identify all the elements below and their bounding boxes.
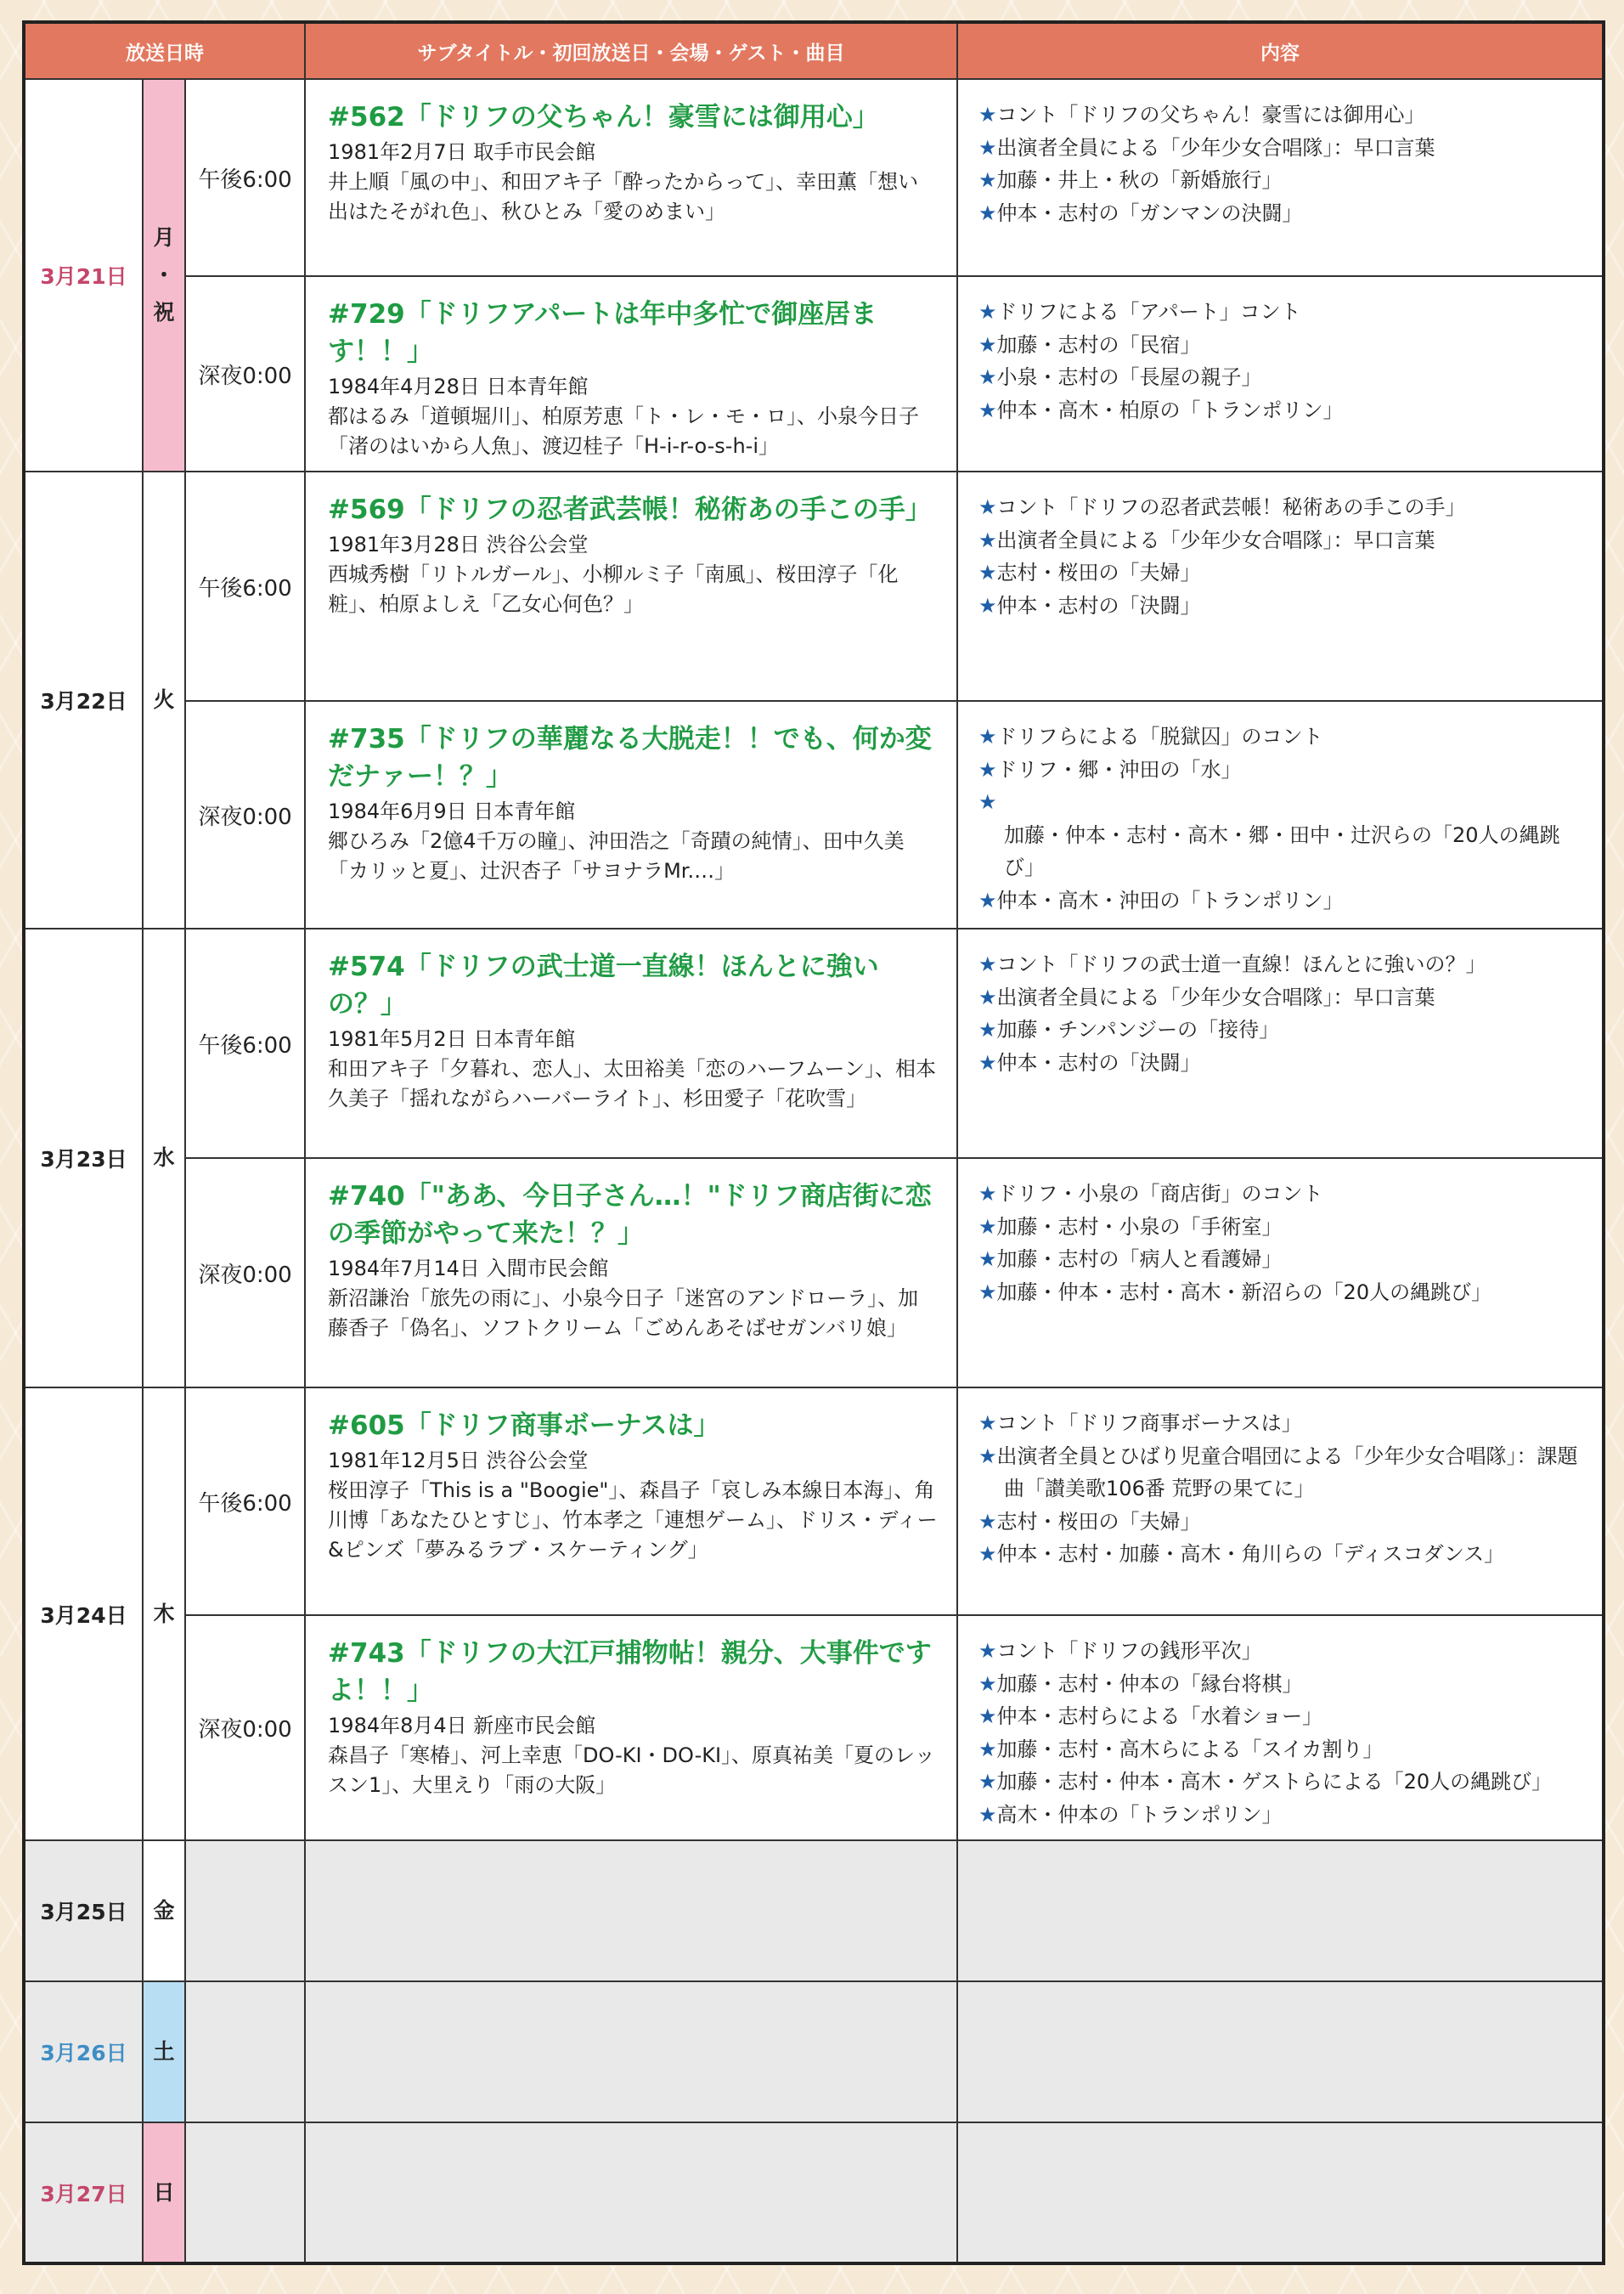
content-item [978,1766,1588,1799]
content-text: コント「ドリフ商事ボーナスは」 [996,1411,1302,1435]
star-icon: ★ [978,1542,997,1566]
star-icon: ★ [978,790,997,814]
subtitle-cell [305,472,957,701]
episode-title: #735「ドリフの華麗なる大脱走！！でも、何か変だナァー！？」 [328,724,932,792]
star-icon: ★ [978,1770,997,1794]
subtitle-cell [305,1615,957,1840]
star-icon: ★ [978,1737,997,1761]
empty-time-cell [185,1840,305,1981]
content-item [978,99,1588,132]
content-text: 仲本・志村らによる「水着ショー」 [996,1704,1323,1728]
star-icon: ★ [978,398,997,422]
content-text: 志村・桜田の「夫婦」 [996,561,1201,585]
content-item [978,1178,1588,1211]
subtitle-cell [305,79,957,276]
subtitle-cell [305,276,957,472]
episode-guests: 和田アキ子「夕暮れ、恋人」、太田裕美「恋のハーフムーン」、相本久美子「揺れながらハーバーライト」、杉田愛子「花吹雪」 [328,1057,936,1110]
empty-time-cell [185,1981,305,2122]
weekday-cell: 土 [143,1981,185,2122]
empty-content-cell [957,1840,1604,1981]
star-icon: ★ [978,1214,997,1239]
content-text: 出演者全員による「少年少女合唱隊」：早口言葉 [996,135,1435,160]
content-text: コント「ドリフの忍者武芸帳！秘術あの手この手」 [996,495,1466,519]
star-icon: ★ [978,888,997,913]
empty-subtitle-cell [305,2122,957,2263]
episode-airdate: 1984年7月14日 入間市民会館 [328,1257,609,1280]
date-cell: 3月22日 [24,472,143,929]
episode-guests: 新沼謙治「旅先の雨に」、小泉今日子「迷宮のアンドローラ」、加藤香子「偽名」、ソフトクリーム「ごめんあそばせガンバリ娘」 [328,1286,919,1340]
schedule-row [24,472,1604,701]
episode-title: #729「ドリフアパートは年中多忙で御座居ます！！」 [328,299,877,367]
content-text: 加藤・志村・仲本・高木・ゲストらによる「20人の縄跳び」 [996,1770,1553,1794]
star-icon: ★ [978,985,997,1009]
weekday-cell: 日 [143,2122,185,2263]
content-text: 加藤・仲本・志村・高木・郷・田中・辻沢らの「20人の縄跳び」 [1004,822,1560,879]
time-cell: 午後6:00 [185,472,305,701]
empty-subtitle-cell [305,1840,957,1981]
content-item [978,720,1588,754]
episode-airdate: 1981年5月2日 日本青年館 [328,1027,576,1051]
schedule-row [24,79,1604,276]
weekday-label: 木 [153,1601,175,1626]
time-cell: 午後6:00 [185,929,305,1158]
content-cell [957,1158,1604,1387]
star-icon: ★ [978,332,997,357]
weekday-cell [143,1387,185,1840]
empty-day-row [24,1981,1604,2122]
star-icon: ★ [978,528,997,552]
content-item [978,1700,1588,1733]
content-text: ドリフらによる「脱獄囚」のコント [996,725,1323,749]
schedule-row [24,276,1604,472]
content-text: 仲本・志村の「決闘」 [996,593,1201,618]
episode-guests: 西城秀樹「リトルガール」、小柳ルミ子「南風」、桜田淳子「化粧」、柏原よしえ「乙女心何色？」 [328,562,899,616]
content-text: 加藤・志村・仲本の「縁台将棋」 [996,1671,1303,1696]
content-item [978,1211,1588,1244]
episode-airdate: 1984年8月4日 新座市民会館 [328,1714,596,1737]
weekday-cell [143,472,185,929]
star-icon: ★ [978,1671,997,1696]
time-cell: 深夜0:00 [185,1615,305,1840]
schedule-row [24,1158,1604,1387]
content-text: 加藤・志村・高木らによる「スイカ割り」 [996,1737,1384,1761]
content-text: 加藤・志村の「民宿」 [996,332,1201,357]
star-icon: ★ [978,168,997,192]
content-item [978,1733,1588,1766]
star-icon: ★ [978,593,997,618]
star-icon: ★ [978,1018,997,1042]
subtitle-cell [305,1387,957,1615]
star-icon: ★ [978,1411,997,1435]
episode-title: #605「ドリフ商事ボーナスは」 [328,1410,720,1441]
content-item [978,884,1588,918]
episode-title: #569「ドリフの忍者武芸帳！秘術あの手この手」 [328,494,932,525]
content-text: 仲本・志村の「決闘」 [996,1050,1201,1075]
content-text: 出演者全員による「少年少女合唱隊」：早口言葉 [996,985,1435,1009]
episode-title: #574「ドリフの武士道一直線！ほんとに強いの？」 [328,952,879,1020]
empty-day-row [24,2122,1604,2263]
date-cell: 3月26日 [24,1981,143,2122]
content-item [978,1506,1588,1539]
content-text: ドリフ・郷・沖田の「水」 [996,757,1242,782]
episode-guests: 井上順「風の中」、和田アキ子「酔ったからって」、幸田薫「想い出はたそがれ色」、秋ひとみ「愛のめまい」 [328,170,919,223]
content-item [978,590,1588,623]
empty-subtitle-cell [305,1981,957,2122]
content-item [978,1243,1588,1276]
star-icon: ★ [978,495,997,519]
episode-airdate: 1981年3月28日 渋谷公会堂 [328,533,589,557]
weekday-cell [143,79,185,472]
episode-guests: 桜田淳子「This is a "Boogie"」、森昌子「哀しみ本線日本海」、角川博「あなたひとすじ」、竹本孝之「連想ゲーム」、ドリス・ディー&ピンズ「夢みるラブ・スケーティング」 [328,1478,938,1562]
content-text: 加藤・志村の「病人と看護婦」 [996,1247,1283,1271]
content-item [978,786,1588,884]
content-text: 加藤・志村・小泉の「手術室」 [996,1214,1283,1239]
date-cell: 3月21日 [24,79,143,472]
star-icon: ★ [978,757,997,782]
content-item [978,164,1588,197]
time-cell: 深夜0:00 [185,701,305,929]
schedule-row [24,701,1604,929]
episode-title: #562「ドリフの父ちゃん！豪雪には御用心」 [328,102,879,133]
content-item [978,394,1588,427]
header-broadcast-time: 放送日時 [24,22,305,79]
date-cell: 3月23日 [24,929,143,1387]
content-text: ドリフによる「アパート」コント [996,300,1301,324]
content-text: 仲本・志村の「ガンマンの決闘」 [996,201,1303,225]
content-item [978,1538,1588,1571]
star-icon: ★ [978,1247,997,1271]
star-icon: ★ [978,1444,997,1468]
weekday-label: 水 [153,1145,175,1170]
date-cell: 3月24日 [24,1387,143,1840]
content-text: コント「ドリフの武士道一直線！ほんとに強いの？」 [996,952,1486,976]
weekday-label: 火 [153,687,175,712]
content-text: ドリフ・小泉の「商店街」のコント [996,1182,1323,1206]
episode-guests: 郷ひろみ「2億4千万の瞳」、沖田浩之「奇蹟の純情」、田中久美「カリッと夏」、辻沢杏子「サヨナラMr.…」 [328,829,905,883]
content-text: 加藤・チンパンジーの「接待」 [996,1018,1280,1042]
header-content: 内容 [957,22,1604,79]
time-cell: 午後6:00 [185,79,305,276]
weekday-cell: 金 [143,1840,185,1981]
star-icon: ★ [978,725,997,749]
star-icon: ★ [978,1280,997,1304]
time-cell: 午後6:00 [185,1387,305,1615]
star-icon: ★ [978,103,997,127]
content-item [978,361,1588,394]
star-icon: ★ [978,1509,997,1534]
content-cell [957,79,1604,276]
content-text: 志村・桜田の「夫婦」 [996,1509,1201,1534]
episode-airdate: 1984年6月9日 日本青年館 [328,800,576,823]
content-text: 加藤・仲本・志村・高木・新沼らの「20人の縄跳び」 [996,1280,1492,1304]
table-header-row [24,22,1604,79]
content-item [978,754,1588,787]
star-icon: ★ [978,561,997,585]
content-item [978,1407,1588,1440]
content-text: コント「ドリフの銭形平次」 [996,1639,1262,1663]
episode-title: #743「ドリフの大江戸捕物帖！親分、大事件ですよ！！」 [328,1638,932,1706]
subtitle-cell [305,1158,957,1387]
content-text: 出演者全員による「少年少女合唱隊」：早口言葉 [996,528,1435,552]
content-item [978,1799,1588,1832]
subtitle-cell [305,929,957,1158]
star-icon: ★ [978,1639,997,1663]
episode-guests: 森昌子「寒椿」、河上幸恵「DO-KI・DO-KI」、原真祐美「夏のレッスン1」、大里えり「雨の大阪」 [328,1743,935,1797]
star-icon: ★ [978,1182,997,1206]
content-item [978,197,1588,230]
content-item [978,491,1588,524]
content-item [978,524,1588,557]
episode-airdate: 1984年4月28日 日本青年館 [328,375,589,398]
episode-title: #740「"ああ、今日子さん…！"ドリフ商店街に恋の季節がやって来た！？」 [328,1181,932,1249]
time-cell: 深夜0:00 [185,1158,305,1387]
content-item [978,1276,1588,1309]
content-item [978,296,1588,329]
content-cell [957,1615,1604,1840]
content-item [978,1668,1588,1701]
weekday-cell [143,929,185,1387]
content-cell [957,1387,1604,1615]
content-cell [957,929,1604,1158]
content-item [978,1014,1588,1047]
empty-time-cell [185,2122,305,2263]
episode-airdate: 1981年2月7日 取手市民会館 [328,140,596,164]
star-icon: ★ [978,1704,997,1728]
star-icon: ★ [978,201,997,225]
content-text: コント「ドリフの父ちゃん！豪雪には御用心」 [996,103,1425,127]
content-cell [957,276,1604,472]
date-cell: 3月25日 [24,1840,143,1981]
content-item [978,132,1588,165]
content-item [978,948,1588,981]
star-icon: ★ [978,1802,997,1827]
episode-airdate: 1981年12月5日 渋谷公会堂 [328,1449,589,1472]
empty-day-row [24,1840,1604,1981]
schedule-row [24,1615,1604,1840]
star-icon: ★ [978,135,997,160]
date-cell: 3月27日 [24,2122,143,2263]
content-item [978,1635,1588,1668]
schedule-table [22,20,1605,2265]
content-cell [957,472,1604,701]
star-icon: ★ [978,365,997,389]
schedule-row [24,929,1604,1158]
star-icon: ★ [978,952,997,976]
schedule-row [24,1387,1604,1615]
content-item [978,1440,1588,1506]
content-text: 加藤・井上・秋の「新婚旅行」 [996,168,1283,192]
content-cell [957,701,1604,929]
star-icon: ★ [978,300,997,324]
time-cell: 深夜0:00 [185,276,305,472]
content-text: 小泉・志村の「長屋の親子」 [996,365,1262,389]
content-item [978,329,1588,362]
subtitle-cell [305,701,957,929]
header-subtitle: サブタイトル・初回放送日・会場・ゲスト・曲目 [305,22,957,79]
content-text: 高木・仲本の「トランポリン」 [996,1802,1283,1827]
content-item [978,557,1588,590]
content-text: 仲本・高木・柏原の「トランポリン」 [996,398,1344,422]
episode-guests: 都はるみ「道頓堀川」、柏原芳恵「ト・レ・モ・ロ」、小泉今日子「渚のはいから人魚」、渡辺桂子「H-i-r-o-s-h-i」 [328,404,920,458]
content-text: 仲本・高木・沖田の「トランポリン」 [996,888,1344,913]
content-text: 仲本・志村・加藤・高木・角川らの「ディスコダンス」 [996,1542,1505,1566]
weekday-label: 月 ・ 祝 [153,225,175,325]
content-item [978,981,1588,1014]
star-icon: ★ [978,1050,997,1075]
empty-content-cell [957,2122,1604,2263]
content-item [978,1047,1588,1080]
empty-content-cell [957,1981,1604,2122]
content-text: 出演者全員とひばり児童合唱団による「少年少女合唱隊」：課題曲「讃美歌106番 荒野の果てに」 [996,1444,1578,1500]
